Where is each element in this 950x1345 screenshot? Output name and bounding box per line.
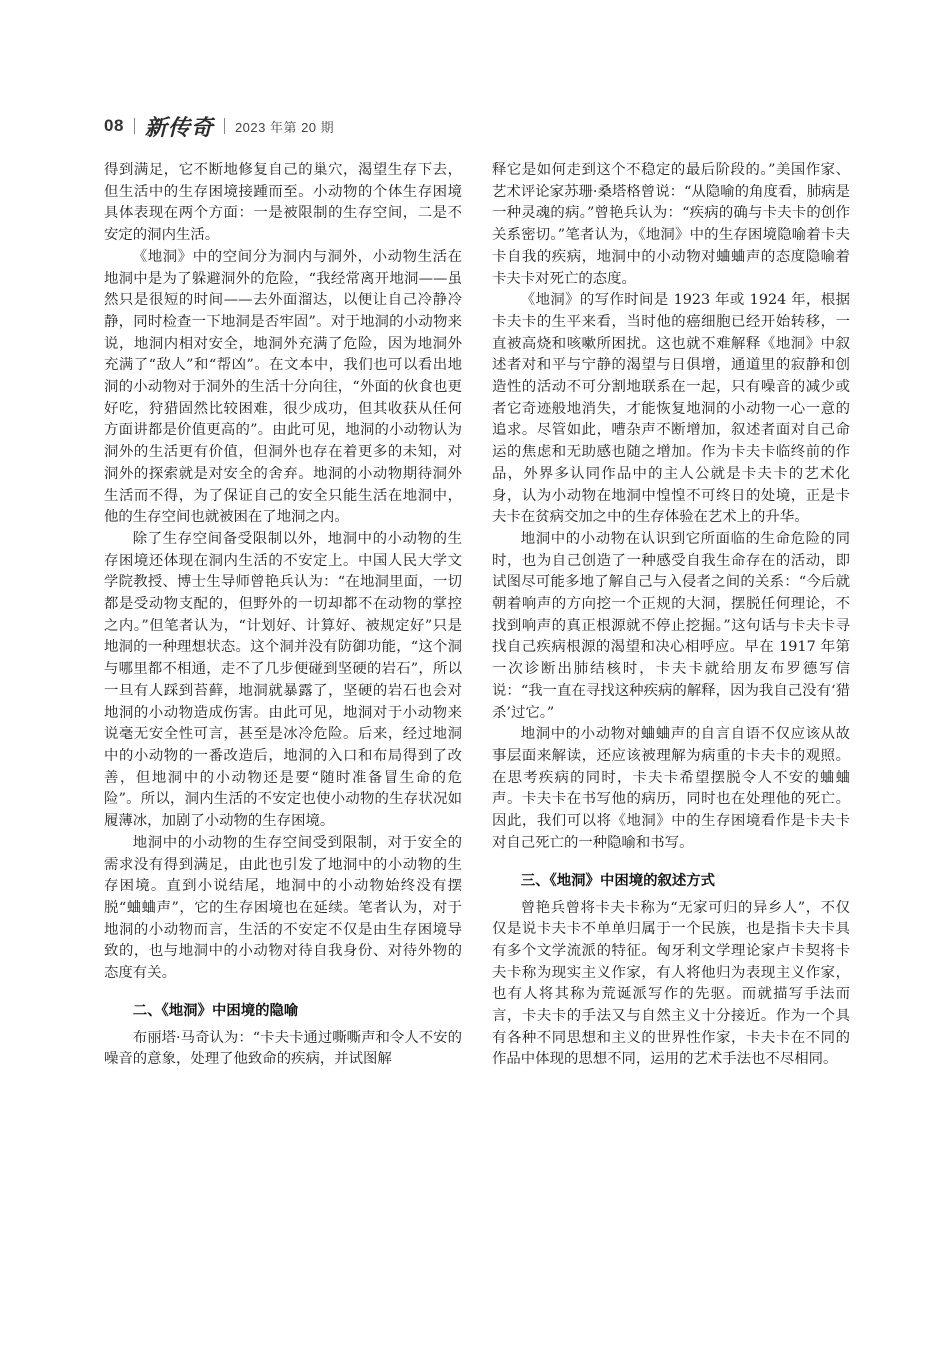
paragraph: 《地洞》的写作时间是 1923 年或 1924 年，根据卡夫卡的生平来看，当时他的癌细胞已经开始转移，一直被高烧和咳嗽所困扰。这也就不难解释《地洞》中叙述者对和平与宁静的渴望与日俱增，通道里的寂静和创造性的活动不可分割地联系在一起，只有噪音的减少或者它奇迹般地消失，才能恢复地洞的小动物一心一意的追求。尽管如此，嘈杂声不断增加，叙述者面对自己命运的焦虑和无助感也随之增加。作为卡夫卡临终前的作品，外界多认同作品中的主人公就是卡夫卡的艺术化身，认为小动物在地洞中惶惶不可终日的处境，正是卡夫卡在贫病交加之中的生存体验在艺术上的升华。 (492, 292, 850, 526)
header-divider (224, 118, 225, 134)
issue-label: 2023 年第 20 期 (234, 119, 335, 135)
paragraph: 释它是如何走到这个不稳定的最后阶段的。”美国作家、艺术评论家苏珊·桑塔格曾说：“从隐喻的角度看，肺病是一种灵魂的病。”曾艳兵认为：“疾病的确与卡夫卡的创作关系密切。”笔者认为，《地洞》中的生存困境隐喻着卡夫卡自我的疾病，地洞中的小动物对蛐蛐声的态度隐喻着卡夫卡对死亡的态度。 (492, 162, 850, 287)
section-heading: 二、《地洞》中困境的隐喻 (132, 1002, 299, 1019)
section-heading: 三、《地洞》中困境的叙述方式 (520, 872, 716, 889)
right-column (492, 160, 850, 1071)
paragraph: 地洞中的小动物在认识到它所面临的生命危险的同时，也为自己创造了一种感受自我生命存在的活动，即试图尽可能多地了解自己与入侵者之间的关系：“今后就朝着响声的方向挖一个正规的大洞，摆脱任何理论，不找到响声的真正根源就不停止挖掘。”这句话与卡夫卡寻找自己疾病根源的渴望和决心相呼应。早在 1917 年第一次诊断出肺结核时，卡夫卡就给朋友布罗德写信说：“我一直在寻找这种疾病的解释，因为我自己没有‘猎杀’过它。” (492, 530, 850, 721)
left-column (104, 160, 462, 1071)
page-header (104, 108, 334, 144)
paragraph: 《地洞》中的空间分为洞内与洞外，小动物生活在地洞中是为了躲避洞外的危险，“我经常离开地洞——虽然只是很短的时间——去外面溜达，以便让自己冷静冷静，同时检查一下地洞是否牢固”。对于地洞的小动物来说，地洞内相对安全，地洞外充满了危险，因为地洞外充满了“敌人”和“帮凶”。在文本中，我们也可以看出地洞的小动物对于洞外的生活十分向往，“外面的伙食也更好吃，狩猎固然比较困难，很少成功，但其收获从任何方面讲都是价值更高的”。由此可见，地洞的小动物认为洞外的生活更有价值，但洞外也存在着更多的未知，对洞外的探索就是对安全的舍弃。地洞的小动物期待洞外生活而不得，为了保证自己的安全只能生活在地洞中，他的生存空间也就被困在了地洞之内。 (104, 248, 462, 526)
magazine-logo: 新传奇 (144, 114, 214, 141)
paragraph: 地洞中的小动物对蛐蛐声的自言自语不仅应该从故事层面来解读，还应该被理解为病重的卡夫卡的观照。在思考疾病的同时，卡夫卡希望摆脱令人不安的蛐蛐声。卡夫卡在书写他的病历，同时也在处理他的死亡。因此，我们可以将《地洞》中的生存困境看作是卡夫卡对自己死亡的一种隐喻和书写。 (492, 726, 850, 851)
page-number: 08 (104, 116, 124, 135)
paragraph: 布丽塔·马奇认为：“卡夫卡通过嘶嘶声和令人不安的噪音的意象，处理了他致命的疾病，并试图解 (104, 1029, 462, 1068)
paragraph: 地洞中的小动物的生存空间受到限制，对于安全的需求没有得到满足，由此也引发了地洞中的小动物的生存困境。直到小说结尾，地洞中的小动物始终没有摆脱“蛐蛐声”，它的生存困境也在延续。笔者认为，对于地洞的小动物而言，生活的不安定不仅是由生存困境导致的，也与地洞中的小动物对待自我身份、对待外物的态度有关。 (104, 834, 462, 982)
paragraph: 曾艳兵曾将卡夫卡称为“无家可归的异乡人”，不仅仅是说卡夫卡不单单归属于一个民族，也是指卡夫卡具有多个文学流派的特征。匈牙利文学理论家卢卡契将卡夫卡称为现实主义作家，有人将他归为表现主义作家，也有人将其称为荒诞派写作的先驱。而就描写手法而言，卡夫卡的手法又与自然主义十分接近。作为一个具有各种不同思想和主义的世界性作家，卡夫卡在不同的作品中体现的思想不同，运用的艺术手法也不尽相同。 (492, 899, 850, 1068)
paragraph: 得到满足，它不断地修复自己的巢穴，渴望生存下去，但生活中的生存困境接踵而至。小动物的个体生存困境具体表现在两个方面：一是被限制的生存空间，二是不安定的洞内生活。 (104, 162, 462, 244)
header-divider (134, 118, 135, 134)
paragraph: 除了生存空间备受限制以外，地洞中的小动物的生存困境还体现在洞内生活的不安定上。中国人民大学文学院教授、博士生导师曾艳兵认为：“在地洞里面，一切都是受动物支配的，但野外的一切却都不在动物的掌控之内。”但笔者认为，“计划好、计算好、被规定好”只是地洞的一种理想状态。这个洞并没有防御功能，“这个洞与哪里都不相通，走不了几步便碰到坚硬的岩石”，所以一旦有人踩到苔藓，地洞就暴露了，坚硬的岩石也会对地洞的小动物造成伤害。由此可见，地洞对于小动物来说毫无安全性可言，甚至是冰冷危险。后来，经过地洞中的小动物的一番改造后，地洞的入口和布局得到了改善，但地洞中的小动物还是要“随时准备冒生命的危险”。所以，洞内生活的不安定也使小动物的生存状况如履薄冰，加剧了小动物的生存困境。 (104, 530, 462, 830)
